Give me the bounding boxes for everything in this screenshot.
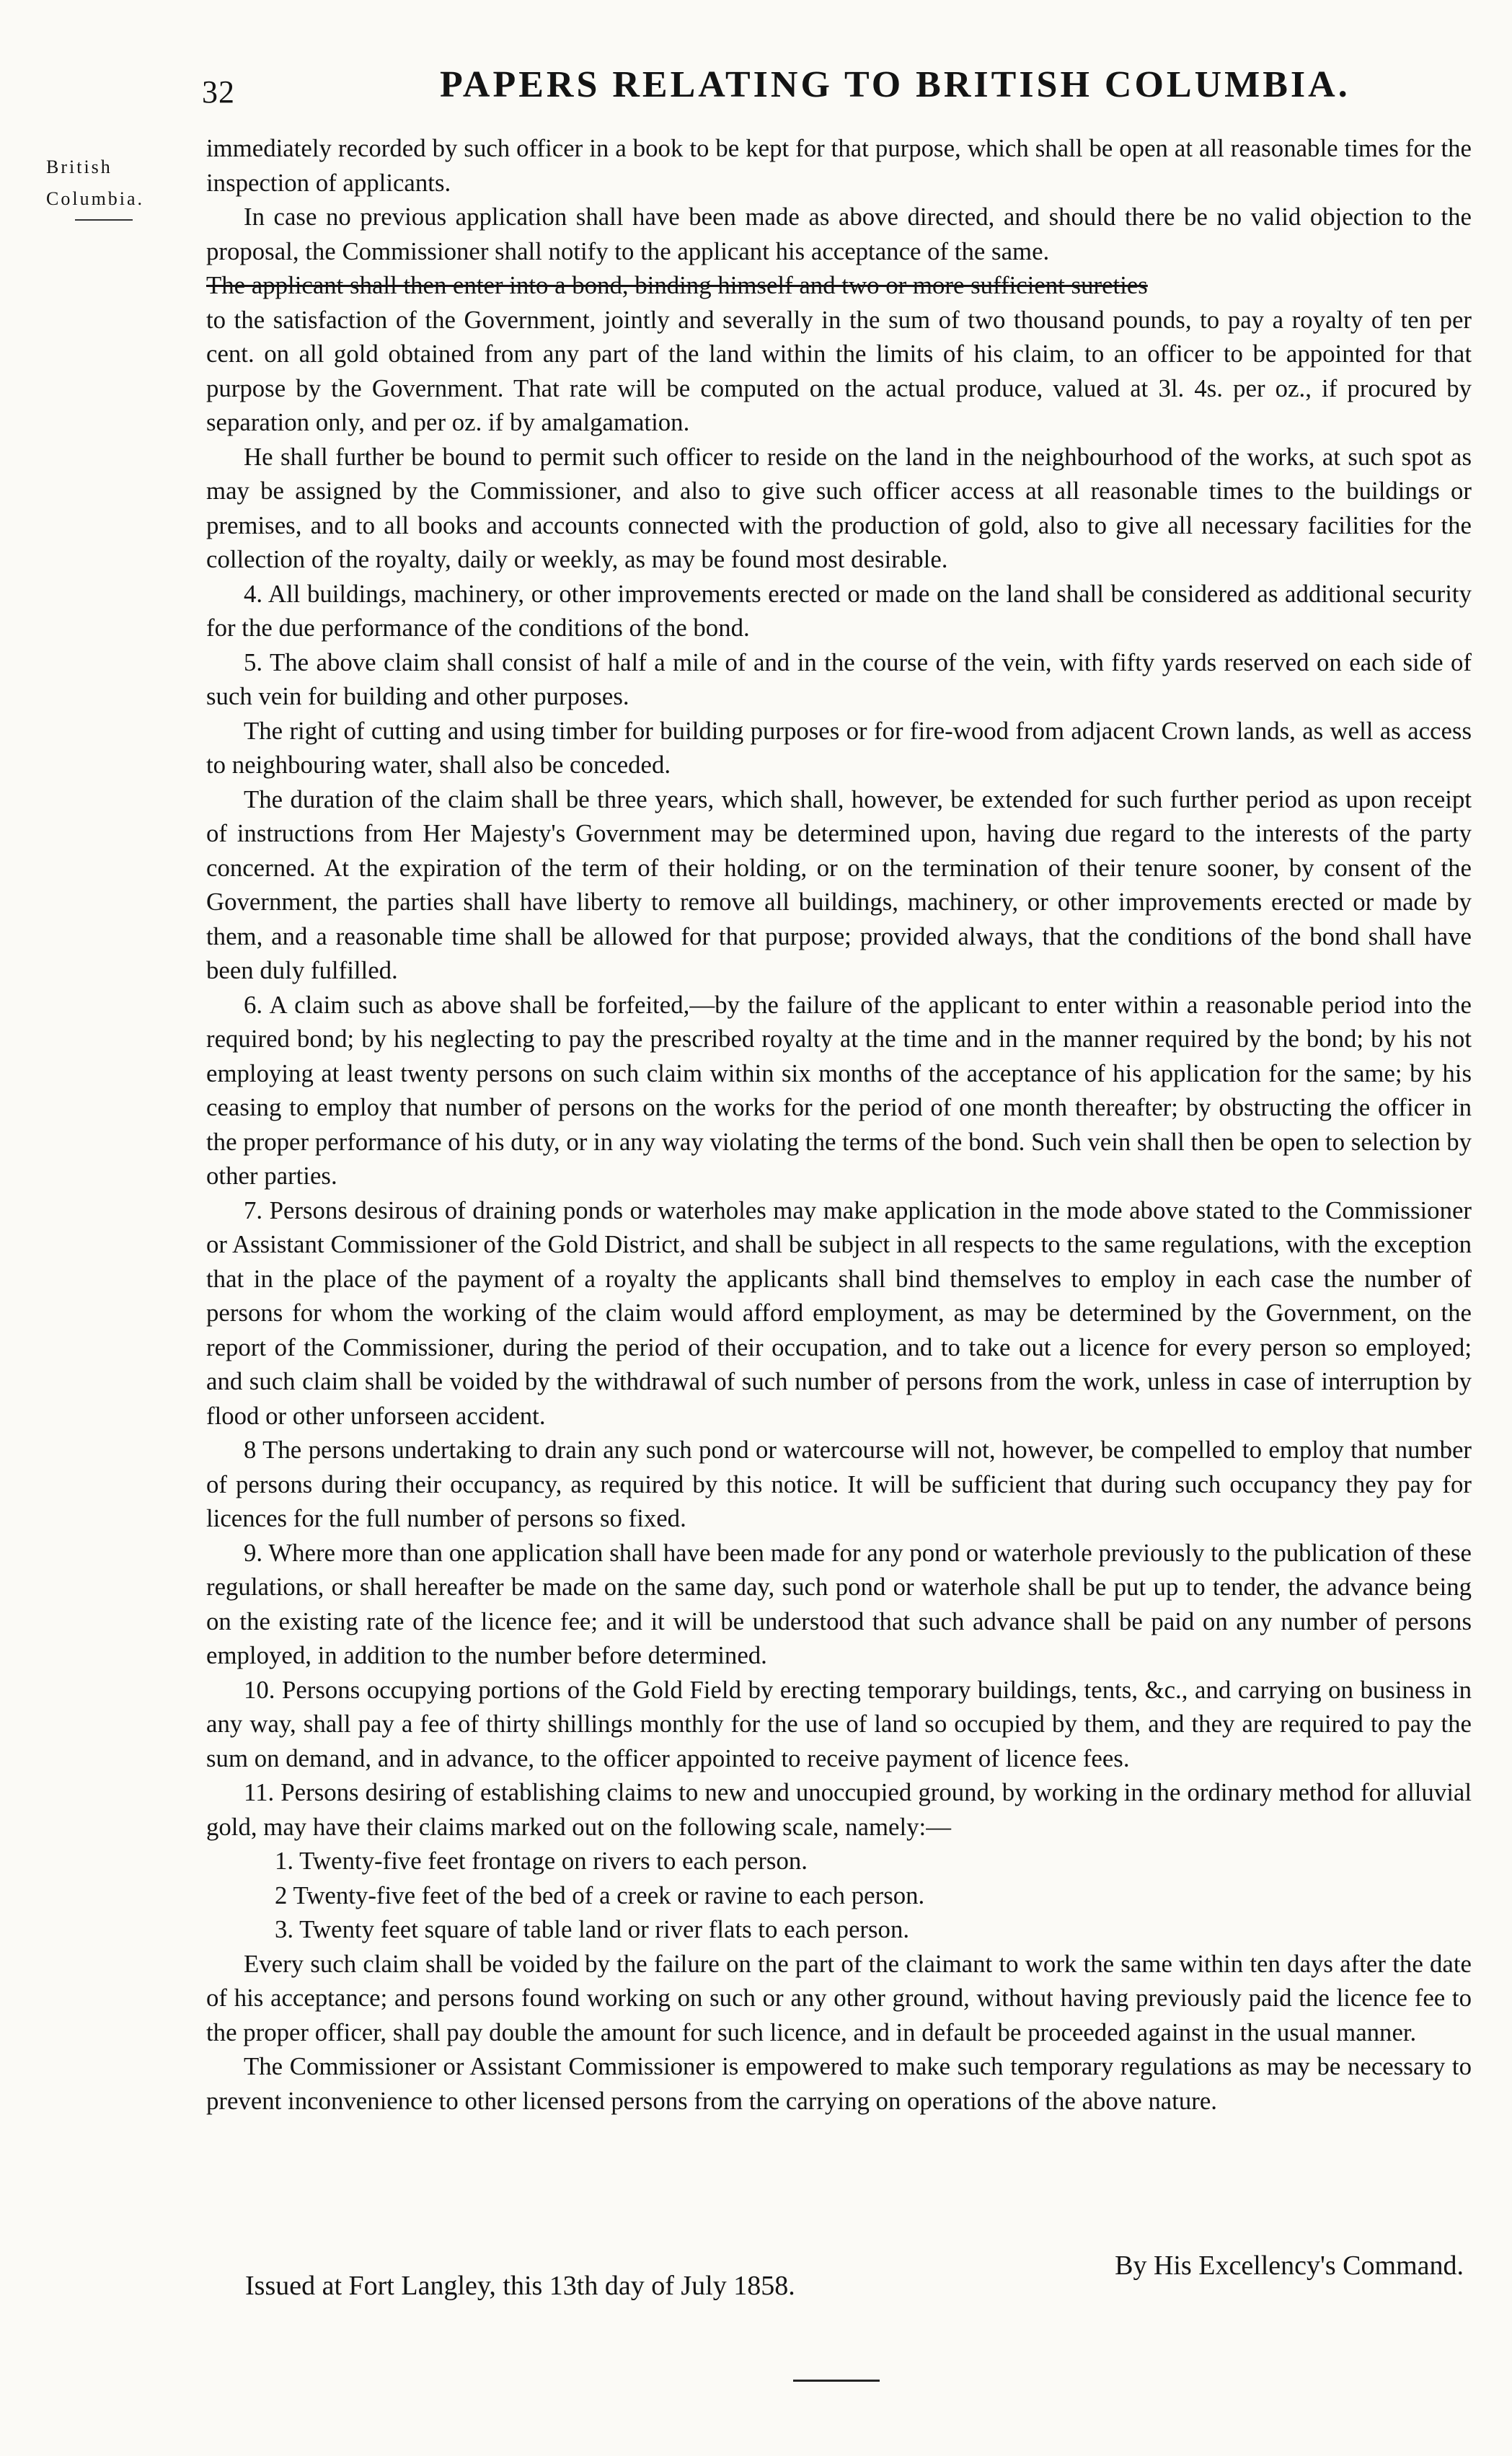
paragraph: to the satisfaction of the Government, jointly and severally in the sum of two thousand pounds, to pay a royalty of ten per cent. on all gold obtained from any part of the land within the limits of his claim, to an officer to be appointed for that purpose by the Government. That rate will be computed on the actual produce, valued at 3l. 4s. per oz., if procured by separation only, and per oz. if by amalgamation. — [206, 305, 1472, 436]
page-number: 32 — [202, 74, 235, 110]
margin-note — [46, 151, 190, 221]
list-item: 2 Twenty-five feet of the bed of a creek or ravine to each person. — [275, 1881, 925, 1909]
paragraph: 11. Persons desiring of establishing claims to new and unoccupied ground, by working in the ordinary method for alluvial gold, may have their claims marked out on the following scale, namely:— — [206, 1778, 1472, 1841]
margin-rule — [75, 219, 133, 221]
paragraph: 5. The above claim shall consist of half a mile of and in the course of the vein, with fifty yards reserved on each side of such vein for building and other purposes. — [206, 648, 1472, 710]
margin-note-line1: British — [46, 156, 112, 177]
paragraph: The right of cutting and using timber for building purposes or for fire-wood from adjacent Crown lands, as well as access to neighbouring water, shall also be conceded. — [206, 716, 1472, 779]
paragraph: immediately recorded by such officer in a book to be kept for that purpose, which shall be open at all reasonable times for the inspection of applicants. — [206, 134, 1472, 197]
paragraph: The Commissioner or Assistant Commissioner is empowered to make such temporary regulations as may be necessary to prevent inconvenience to other licensed persons from the carrying on operations of the above nature. — [206, 2052, 1472, 2115]
paragraph: He shall further be bound to permit such officer to reside on the land in the neighbourhood of the works, at such spot as may be assigned by the Commissioner, and also to give such officer access at all reasonable times to the buildings or premises, and to all books and accounts connected with the production of gold, also to give all necessary facilities for the collection of the royalty, daily or weekly, as may be found most desirable. — [206, 442, 1472, 573]
paragraph: 10. Persons occupying portions of the Gold Field by erecting temporary buildings, tents, &c., and carrying on business in any way, shall pay a fee of thirty shillings monthly for the use of land so occupied by them, and they are required to pay the sum on demand, and in advance, to the officer appointed to receive payment of licence fees. — [206, 1675, 1472, 1772]
margin-note-line2: Columbia. — [46, 188, 145, 209]
paragraph: 7. Persons desirous of draining ponds or waterholes may make application in the mode above stated to the Commissioner or Assistant Commissioner of the Gold District, and shall be subject in all respects to the same regulations, with the exception that in the place of the payment of a royalty the applicants shall bind themselves to employ in each case the number of persons for whom the working of the claim would afford employment, as may be determined by the Government, on the report of the Commissioner, during the period of their occupation, and to take out a licence for every person so employed; and such claim shall be voided by the withdrawal of such number of persons from the work, unless in case of interruption by flood or other unforseen accident. — [206, 1196, 1472, 1430]
paragraph: 9. Where more than one application shall have been made for any pond or waterhole previously to the publication of these regulations, or shall hereafter be made on the same day, such pond or waterhole shall be put up to tender, the advance being on the existing rate of the licence fee; and it will be understood that such advance shall be paid on any number of persons employed, in addition to the number before determined. — [206, 1538, 1472, 1669]
body-text — [206, 131, 1472, 2118]
paragraph: The duration of the claim shall be three years, which shall, however, be extended for such further period as upon receipt of instructions from Her Majesty's Government may be determined upon, having due regard to the interests of the party concerned. At the expiration of the term of their holding, or on the termination of their tenure sooner, by consent of the Government, the parties shall have liberty to remove all buildings, machinery, or other improvements erected or made by them, and a reasonable time shall be allowed for that purpose; provided always, that the conditions of the bond shall have been duly fulfilled. — [206, 785, 1472, 984]
paragraph: 8 The persons undertaking to drain any such pond or watercourse will not, however, be compelled to employ that number of persons during their occupancy, as required by this notice. It will be sufficient that during such occupancy they pay for licences for the full number of persons so fixed. — [206, 1436, 1472, 1532]
issued-line: Issued at Fort Langley, this 13th day of July 1858. — [245, 2271, 795, 2301]
end-rule — [793, 2380, 880, 2382]
paragraph: 6. A claim such as above shall be forfeited,—by the failure of the applicant to enter within a reasonable period into the required bond; by his neglecting to pay the prescribed royalty at the time and in the manner required by the bond; by his not employing at least twenty persons on such claim within six months of the acceptance of his application for the same; by his ceasing to employ that number of persons on the works for the period of one month thereafter; by obstructing the officer in the proper performance of his duty, or in any way violating the terms of the bond. Such vein shall then be open to selection by other parties. — [206, 990, 1472, 1190]
page-title: PAPERS RELATING TO BRITISH COLUMBIA. — [440, 64, 1350, 105]
paragraph: In case no previous application shall have been made as above directed, and should there be no valid objection to the proposal, the Commissioner shall notify to the applicant his acceptance of the same. — [206, 203, 1472, 265]
paragraph: 4. All buildings, machinery, or other improvements erected or made on the land shall be considered as additional security for the due performance of the conditions of the bond. — [206, 579, 1472, 642]
struck-line: The applicant shall then enter into a bond, binding himself and two or more sufficient sureties — [206, 271, 1148, 299]
paragraph: Every such claim shall be voided by the failure on the part of the claimant to work the same within ten days after the date of his acceptance; and persons found working on such or any other ground, without having previously paid the licence fee to the proper officer, shall pay double the amount for such licence, and in default be proceeded against in the usual manner. — [206, 1949, 1472, 2046]
list-item: 3. Twenty feet square of table land or river flats to each person. — [275, 1915, 910, 1943]
list-item: 1. Twenty-five feet frontage on rivers to each person. — [275, 1847, 808, 1875]
command-line: By His Excellency's Command. — [1115, 2250, 1464, 2281]
